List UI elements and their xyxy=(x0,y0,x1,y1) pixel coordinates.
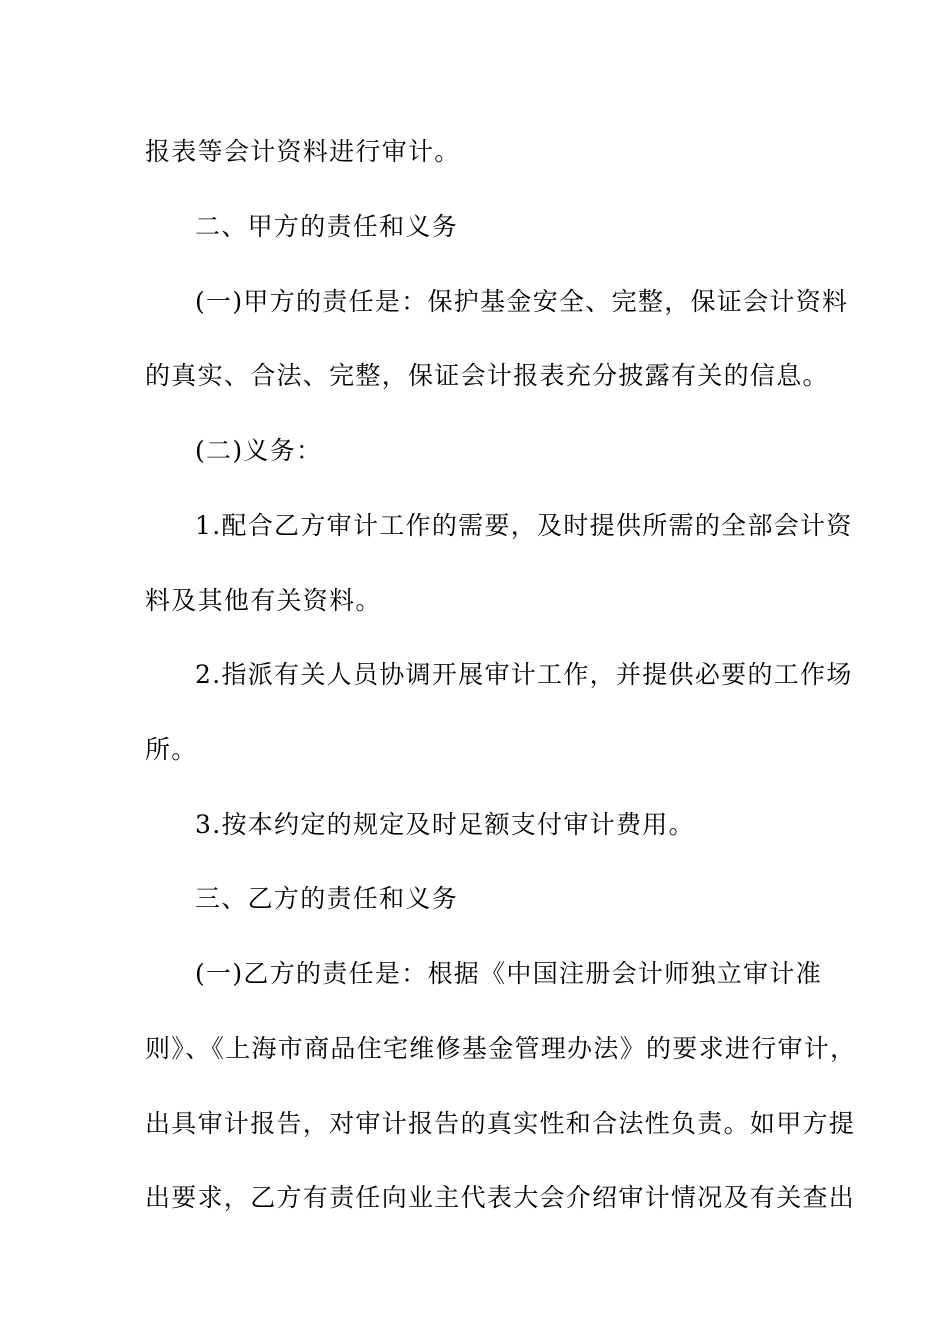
subsection-heading: (二)义务： xyxy=(195,436,323,465)
body-text-line: 报表等会计资料进行审计。 xyxy=(145,137,461,166)
body-text-line: 出要求，乙方有责任向业主代表大会介绍审计情况及有关查出 xyxy=(145,1183,856,1212)
list-item: 1.配合乙方审计工作的需要，及时提供所需的全部会计资 xyxy=(195,511,853,540)
list-item: 2.指派有关人员协调开展审计工作，并提供必要的工作场 xyxy=(195,660,853,689)
list-item: 3.按本约定的规定及时足额支付审计费用。 xyxy=(195,810,695,839)
body-text-line: 出具审计报告，对审计报告的真实性和合法性负责。如甲方提 xyxy=(145,1109,856,1138)
section-heading: 三、乙方的责任和义务 xyxy=(195,884,459,913)
body-text-line: (一)甲方的责任是：保护基金安全、完整，保证会计资料 xyxy=(195,287,849,316)
body-text-line: 所。 xyxy=(145,735,198,764)
body-text-line: 的真实、合法、完整，保证会计报表充分披露有关的信息。 xyxy=(145,361,829,390)
body-text-line: (一)乙方的责任是：根据《中国注册会计师独立审计准 xyxy=(195,959,823,988)
body-text-line: 则》、《上海市商品住宅维修基金管理办法》的要求进行审计， xyxy=(145,1034,857,1063)
section-heading: 二、甲方的责任和义务 xyxy=(195,212,459,241)
body-text-line: 料及其他有关资料。 xyxy=(145,586,382,615)
